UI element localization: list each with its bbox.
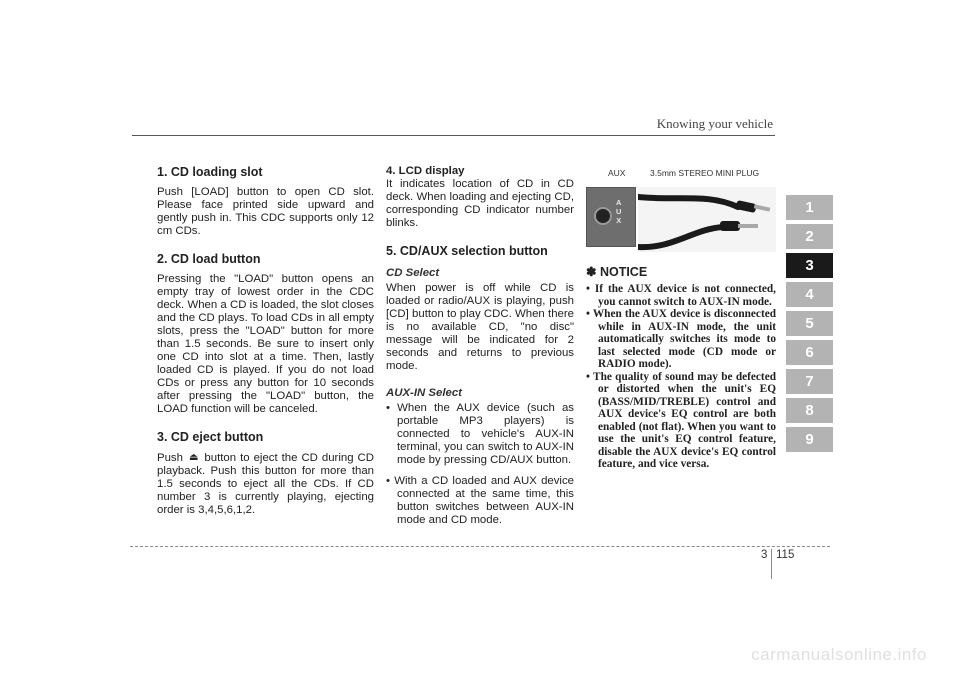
chapter-tab[interactable]: 6 — [786, 340, 833, 365]
eject-icon: ⏏ — [188, 452, 199, 463]
photo-label-aux: AUX — [608, 168, 626, 178]
subtitle-cd-select: CD Select — [386, 267, 440, 279]
section-body-cd-eject-button — [157, 451, 374, 517]
photo-labels — [586, 165, 776, 183]
chapter-tab[interactable]: 2 — [786, 224, 833, 249]
column-left — [157, 165, 374, 517]
cd-select-body: When power is off while CD is loaded or radio/AUX is playing, push [CD] button to play CDC. When there is no available CD, "no disc" message will be indicated for 2 seconds and returns to previous mode. — [386, 282, 574, 372]
chapter-tab[interactable]: 7 — [786, 369, 833, 394]
chapter-tabs — [786, 195, 833, 456]
chapter-tab[interactable]: 4 — [786, 282, 833, 307]
footer-rule — [130, 546, 830, 547]
aux-in-bullets — [386, 402, 574, 527]
push-word: Push — [157, 452, 183, 464]
section-title-cd-aux-selection: 5. CD/AUX selection button — [386, 244, 548, 258]
section-body-cd-load-button: Pressing the "LOAD" button opens an empty tray of lowest order in the CDC deck. When a CD is loaded, the slot closes and the CD plays. To load CDs in all empty slots, press the "LOAD" button for more than 1.5 seconds. Be sure to insert only one CD into slot at a time. Then, lastly loaded CD is played. If you do not load CDs or press any button for 10 seconds after pressing the "LOAD" button, the LOAD function will be canceled. — [157, 273, 374, 415]
aux-plug-photo — [586, 187, 776, 252]
watermark: carmanualsonline.info — [751, 645, 927, 664]
photo-label-plug: 3.5mm STEREO MINI PLUG — [650, 168, 760, 178]
notice-title: ✽ NOTICE — [586, 265, 648, 279]
notice-item: • If the AUX device is not connected, you cannot switch to AUX-IN mode. — [586, 283, 776, 308]
section-body-cd-loading-slot: Push [LOAD] button to open CD slot. Please face printed side upward and gently push in. This CDC supports only 12 cm CDs. — [157, 186, 374, 237]
aux-bullet: • When the AUX device (such as portable MP3 players) is connected to vehicle's AUX-IN terminal, you can switch to AUX-IN mode by pressing CD/AUX button. — [386, 402, 574, 466]
section-title-lcd-display: 4. LCD display — [386, 165, 465, 177]
aux-panel-label: A U X — [616, 198, 622, 225]
chapter-tab-active[interactable]: 3 — [786, 253, 833, 278]
section-title-cd-eject-button: 3. CD eject button — [157, 430, 264, 444]
section-title-cd-loading-slot: 1. CD loading slot — [157, 165, 263, 179]
footer-chapter-number: 3 — [761, 549, 768, 561]
header-title: Knowing your vehicle — [656, 116, 773, 131]
chapter-tab[interactable]: 5 — [786, 311, 833, 336]
section-title-cd-load-button: 2. CD load button — [157, 252, 261, 266]
aux-bullet: • With a CD loaded and AUX device connected at the same time, this button switches between AUX-IN mode and CD mode. — [386, 475, 574, 526]
eject-description: button to eject the CD during CD playback. Push this button for more than 1.5 seconds to eject all the CDs. If CD number 3 is currently playing, ejecting order is 3,4,5,6,1,2. — [157, 452, 374, 516]
aux-jack-icon — [594, 207, 612, 225]
chapter-tab[interactable]: 8 — [786, 398, 833, 423]
notice-list — [586, 283, 776, 471]
notice-item: • The quality of sound may be defected or distorted when the unit's EQ (BASS/MID/TREBLE) control and AUX device's EQ control are both enabled (not flat). When you want to use the unit's EQ control feature, disable the AUX device's EQ control feature, and vice versa. — [586, 370, 776, 470]
chapter-tab[interactable]: 9 — [786, 427, 833, 452]
footer-divider — [771, 549, 772, 579]
stereo-plug-cable-icon — [638, 187, 776, 252]
notice-item: • When the AUX device is disconnected while in AUX-IN mode, the unit automatically switches its mode to last selected mode (CD mode or RADIO mode). — [586, 308, 776, 370]
section-body-lcd-display: It indicates location of CD in CD deck. When loading and ejecting CD, corresponding CD indicator number blinks. — [386, 178, 574, 229]
subtitle-aux-in-select: AUX-IN Select — [386, 387, 462, 399]
aux-jack-panel — [586, 187, 636, 247]
column-right — [586, 165, 776, 471]
header-rule — [132, 135, 775, 136]
footer-page-number: 115 — [776, 549, 795, 561]
column-middle — [386, 165, 574, 527]
chapter-tab[interactable]: 1 — [786, 195, 833, 220]
